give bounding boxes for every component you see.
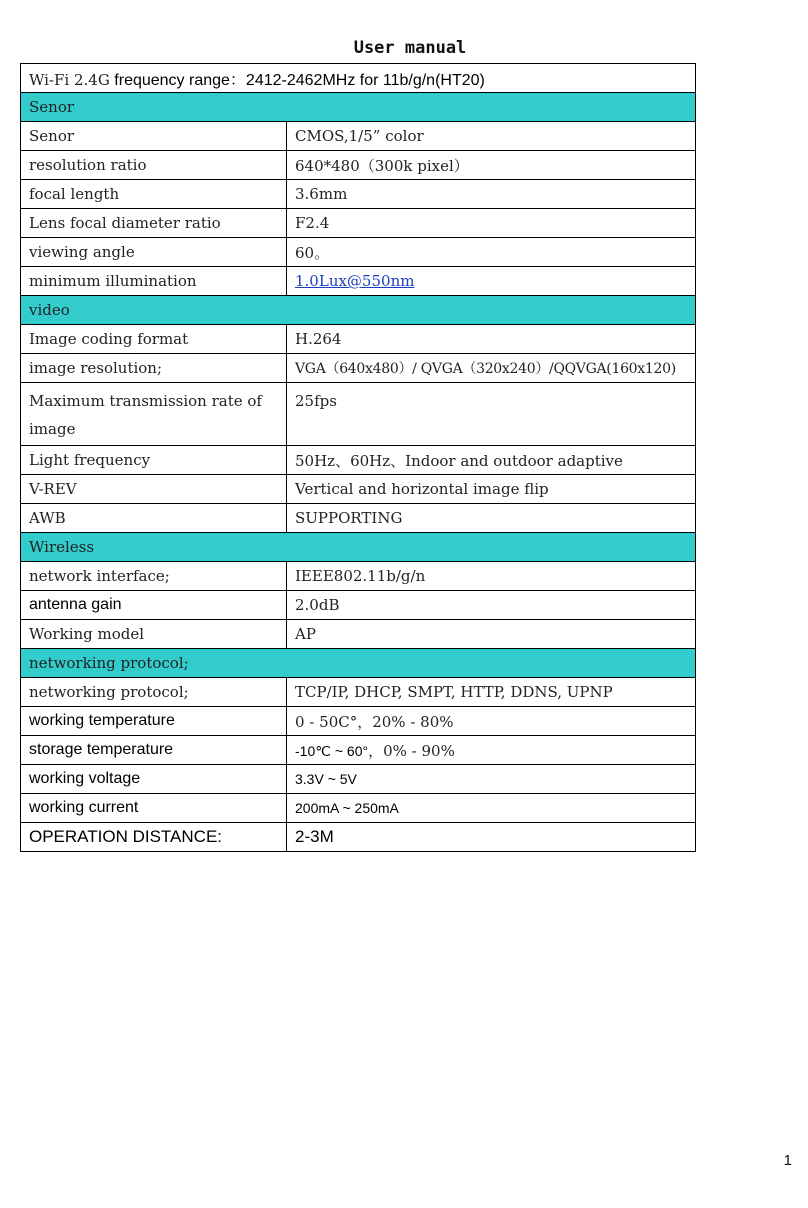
section-label: video — [21, 296, 696, 325]
illumination-link[interactable]: 1.0Lux@550nm — [295, 272, 415, 290]
table-row — [21, 151, 696, 180]
section-label: Senor — [21, 93, 696, 122]
table-row — [21, 678, 696, 707]
table-row — [21, 354, 696, 383]
row-label: working temperature — [21, 707, 287, 736]
row-label: storage temperature — [21, 736, 287, 765]
row-value: 3.3V ~ 5V — [287, 765, 696, 794]
table-row — [21, 325, 696, 354]
row-value — [287, 267, 696, 296]
row-label: Maximum transmission rate of image — [21, 383, 287, 446]
table-row — [21, 267, 696, 296]
row-value — [287, 736, 696, 765]
table-row — [21, 504, 696, 533]
section-header-networking — [21, 649, 696, 678]
row-label: Lens focal diameter ratio — [21, 209, 287, 238]
row-value: VGA（640x480）/ QVGA（320x240）/QQVGA(160x120) — [287, 354, 696, 383]
table-row — [21, 180, 696, 209]
row-value: 50Hz、60Hz、Indoor and outdoor adaptive — [287, 446, 696, 475]
row-label: Image coding format — [21, 325, 287, 354]
row-value: 0 - 50C°，20% - 80% — [287, 707, 696, 736]
table-row — [21, 209, 696, 238]
table-row — [21, 238, 696, 267]
row-value: H.264 — [287, 325, 696, 354]
table-row — [21, 736, 696, 765]
row-value: 3.6mm — [287, 180, 696, 209]
table-row — [21, 620, 696, 649]
table-row — [21, 765, 696, 794]
document-title: User manual — [353, 38, 467, 58]
table-row — [21, 823, 696, 852]
row-value: Vertical and horizontal image flip — [287, 475, 696, 504]
row-label: Light frequency — [21, 446, 287, 475]
section-header-senor — [21, 93, 696, 122]
row-label: networking protocol; — [21, 678, 287, 707]
row-value: 60。 — [287, 238, 696, 267]
wifi-prefix: Wi-Fi 2.4G — [29, 70, 110, 89]
row-label: resolution ratio — [21, 151, 287, 180]
table-row — [21, 122, 696, 151]
row-value: F2.4 — [287, 209, 696, 238]
section-header-wireless — [21, 533, 696, 562]
row-value: IEEE802.11b/g/n — [287, 562, 696, 591]
wifi-frequency-cell — [21, 64, 696, 93]
row-label: minimum illumination — [21, 267, 287, 296]
row-label: V-REV — [21, 475, 287, 504]
row-label: antenna gain — [21, 591, 287, 620]
row-value: 2-3M — [287, 823, 696, 852]
row-value: TCP/IP, DHCP, SMPT, HTTP, DDNS, UPNP — [287, 678, 696, 707]
row-value: 2.0dB — [287, 591, 696, 620]
row-label: network interface; — [21, 562, 287, 591]
row-value: AP — [287, 620, 696, 649]
row-label: focal length — [21, 180, 287, 209]
storage-humidity-range: ，0% - 90% — [368, 741, 455, 760]
table-row — [21, 591, 696, 620]
section-label: Wireless — [21, 533, 696, 562]
row-value: 640*480（300k pixel） — [287, 151, 696, 180]
table-row — [21, 475, 696, 504]
storage-temp-range: -10℃ ~ 60° — [295, 742, 369, 759]
row-label: OPERATION DISTANCE: — [21, 823, 287, 852]
row-value: CMOS,1/5” color — [287, 122, 696, 151]
row-value: SUPPORTING — [287, 504, 696, 533]
table-row — [21, 64, 696, 93]
row-value: 25fps — [287, 383, 696, 446]
row-label: image resolution; — [21, 354, 287, 383]
table-row — [21, 794, 696, 823]
page-number: 1 — [783, 1152, 792, 1169]
table-row — [21, 446, 696, 475]
spec-table — [20, 63, 696, 852]
table-row — [21, 383, 696, 446]
section-label: networking protocol; — [21, 649, 696, 678]
row-label: working voltage — [21, 765, 287, 794]
row-label: working current — [21, 794, 287, 823]
row-label: Senor — [21, 122, 287, 151]
section-header-video — [21, 296, 696, 325]
table-row — [21, 562, 696, 591]
row-label: AWB — [21, 504, 287, 533]
row-label: Working model — [21, 620, 287, 649]
row-value: 200mA ~ 250mA — [287, 794, 696, 823]
row-label: viewing angle — [21, 238, 287, 267]
table-row — [21, 707, 696, 736]
wifi-frequency-text: frequency range：2412-2462MHz for 11b/g/n(HT20) — [109, 71, 485, 89]
